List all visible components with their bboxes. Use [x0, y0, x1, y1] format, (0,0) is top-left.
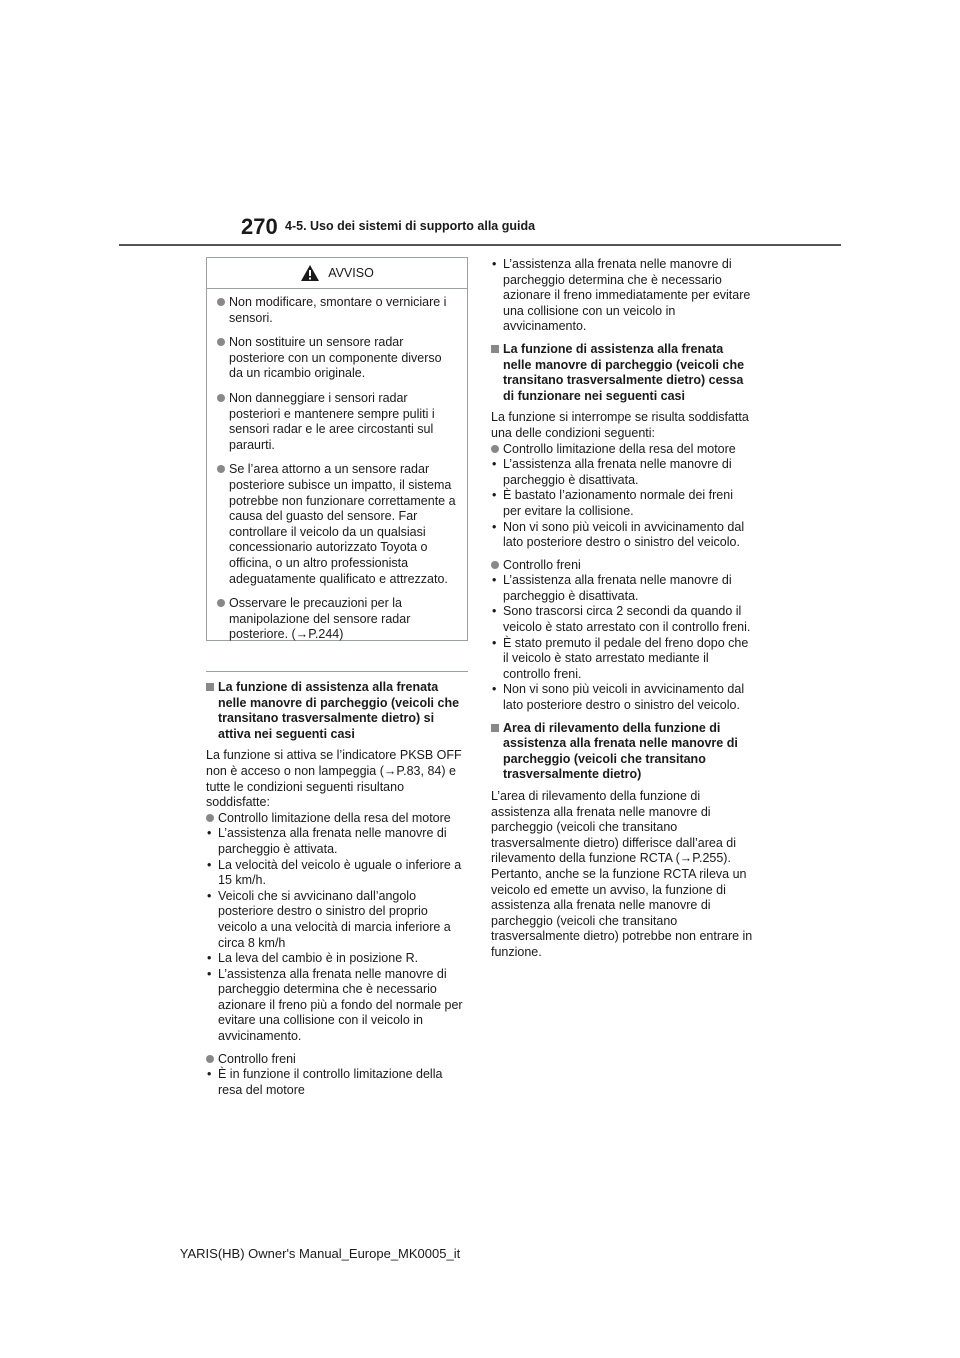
- square-bullet-icon: [206, 683, 214, 691]
- condition-title: Controllo freni: [491, 558, 753, 574]
- bullet-dot-icon: [217, 465, 225, 473]
- page-number: 270: [241, 214, 278, 239]
- bullet-dot-icon: [217, 394, 225, 402]
- right-column: [491, 257, 753, 961]
- paragraph: La funzione si interrompe se risulta soddisfatta una delle condizioni seguenti:: [491, 410, 749, 440]
- list-item: • L’assistenza alla frenata nelle manovre di parcheggio è disattivata.: [492, 457, 732, 487]
- list-item: • È bastato l’azionamento normale dei freni per evitare la collisione.: [492, 488, 733, 518]
- bullet-dot-icon: [217, 338, 225, 346]
- warning-title: AVVISO: [328, 266, 374, 280]
- section-heading: Area di rilevamento della funzione di assistenza alla frenata nelle manovre di parcheggio (veicoli che transitano trasversalmente dietro): [491, 721, 753, 783]
- list-item: • Non vi sono più veicoli in avvicinamento dal lato posteriore destro o sinistro del veicolo.: [492, 682, 745, 713]
- square-bullet-icon: [491, 724, 499, 732]
- warning-box: [206, 257, 468, 641]
- list-item: • L’assistenza alla frenata nelle manovre di parcheggio è disattivata.: [492, 573, 732, 603]
- bullet-dot-icon: [491, 445, 499, 453]
- list-item: • L’assistenza alla frenata nelle manovre di parcheggio determina che è necessario azionare il freno più a fondo del normale per evitare una collisione con il veicolo in avvicinamento.: [207, 966, 463, 1044]
- warning-item: Osservare le precauzioni per la manipolazione del sensore radar posteriore. (→P.244): [217, 596, 457, 643]
- warning-item: Non sostituire un sensore radar posteriore con un componente diverso da un ricambio originale.: [217, 335, 457, 382]
- warning-item: Se l’area attorno a un sensore radar posteriore subisce un impatto, il sistema potrebbe non funzionare correttamente a causa del guasto del sensore. Far controllare il veicolo da un qualsiasi concessionario autorizzato Toyota o officina, o un altro professionista adeguatamente qualificato e attrezzato.: [217, 462, 457, 587]
- left-column: [206, 671, 468, 1105]
- bullet-dot-icon: [206, 1055, 214, 1063]
- list-item: • La velocità del veicolo è uguale o inferiore a 15 km/h.: [207, 857, 462, 888]
- section-heading: La funzione di assistenza alla frenata nelle manovre di parcheggio (veicoli che transitano trasversalmente dietro) cessa di funzionare nei seguenti casi: [491, 342, 753, 404]
- bullet-dot-icon: [217, 599, 225, 607]
- list-item: • Sono trascorsi circa 2 secondi da quando il veicolo è stato arrestato con il controllo freni.: [492, 604, 751, 635]
- list-item: • È stato premuto il pedale del freno dopo che il veicolo è stato arrestato mediante il controllo freni.: [492, 635, 749, 681]
- warning-header: [207, 258, 467, 289]
- list-item: • È in funzione il controllo limitazione della resa del motore: [207, 1067, 443, 1097]
- section-divider: [206, 671, 468, 672]
- warning-triangle-icon: [300, 264, 320, 282]
- paragraph: La funzione si attiva se l’indicatore PKSB OFF non è acceso o non lampeggia (→P.83, 84) e tutte le condizioni seguenti risultano soddisfatte:: [206, 748, 462, 810]
- list-item: • L’assistenza alla frenata nelle manovre di parcheggio determina che è necessario azionare il freno immediatamente per evitare una collisione con un veicolo in avvicinamento.: [492, 257, 751, 334]
- bullet-dot-icon: [206, 814, 214, 822]
- condition-title: Controllo limitazione della resa del motore: [491, 442, 753, 458]
- condition-title: Controllo freni: [206, 1052, 468, 1068]
- condition-title: Controllo limitazione della resa del motore: [206, 811, 468, 827]
- list-item: • La leva del cambio è in posizione R.: [207, 951, 419, 966]
- footer-text: YARIS(HB) Owner's Manual_Europe_MK0005_it: [179, 1246, 461, 1261]
- header-rule: [119, 244, 841, 246]
- list-item: • Non vi sono più veicoli in avvicinamento dal lato posteriore destro o sinistro del veicolo.: [492, 519, 745, 550]
- list-item: • L’assistenza alla frenata nelle manovre di parcheggio è attivata.: [207, 826, 447, 856]
- section-title: 4-5. Uso dei sistemi di supporto alla guida: [285, 219, 536, 233]
- section-heading: La funzione di assistenza alla frenata nelle manovre di parcheggio (veicoli che transitano trasversalmente dietro) si attiva nei seguenti casi: [206, 680, 468, 742]
- square-bullet-icon: [491, 345, 499, 353]
- bullet-dot-icon: [217, 298, 225, 306]
- list-item: • Veicoli che si avvicinano dall’angolo posteriore destro o sinistro del proprio veicolo a una velocità di marcia inferiore a circa 8 km/h: [207, 888, 451, 950]
- warning-item: Non danneggiare i sensori radar posteriori e mantenere sempre puliti i sensori radar e le aree circostanti sul paraurti.: [217, 391, 457, 453]
- paragraph: L’area di rilevamento della funzione di assistenza alla frenata nelle manovre di parcheggio (veicoli che transitano trasversalmente dietro) differisce dall’area di rilevamento della funzione RCTA (→P.255). Pertanto, anche se la funzione RCTA rileva un veicolo ed emette un avviso, la funzione di assistenza alla frenata nelle manovre di parcheggio (veicoli che transitano trasversalmente dietro) potrebbe non entrare in funzione.: [491, 789, 753, 959]
- bullet-dot-icon: [491, 561, 499, 569]
- warning-item: Non modificare, smontare o verniciare i sensori.: [217, 295, 457, 326]
